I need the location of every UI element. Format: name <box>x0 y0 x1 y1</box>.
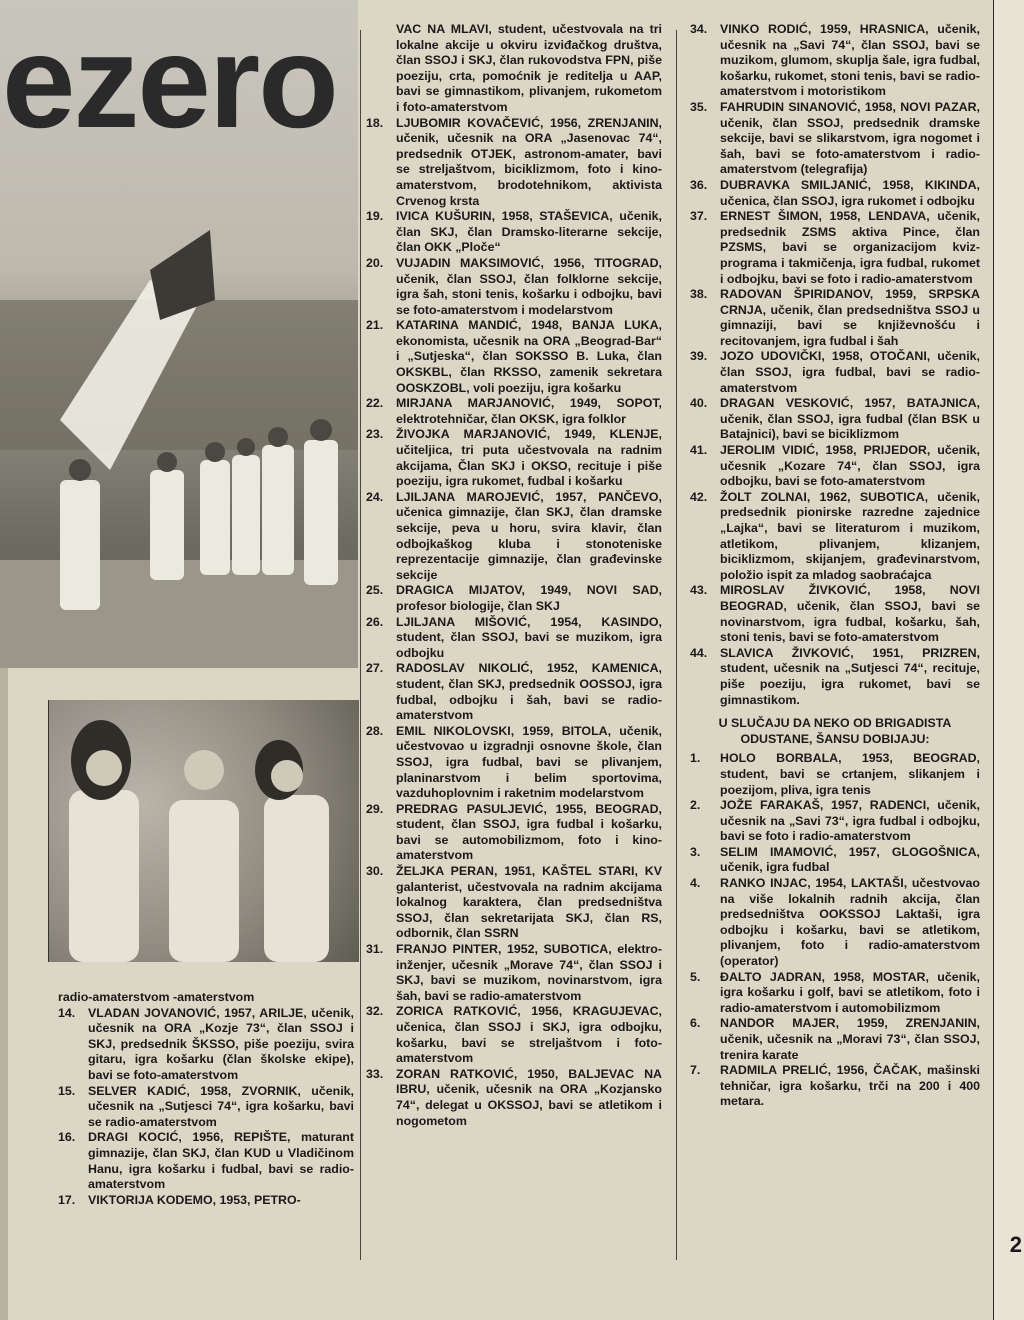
list-item: 16. DRAGI KOCIĆ, 1956, REPIŠTE, maturant gimnazije, član SKJ, član KUD u Vladičinom Hanu, igra košarku i fudbal, bavi se radio-amaterstvom <box>58 1130 354 1192</box>
list-item: 34. VINKO RODIĆ, 1959, HRASNICA, učenik, učesnik na „Savi 74“, član SSOJ, bavi se muzikom, glumom, skuplja šale, igra fudbal, košarku, rukomet, stoni tenis, bavi se radio-amaterstvom i motoristikom <box>690 22 980 99</box>
headline: ezero <box>2 8 337 155</box>
list-item: 26. LJILJANA MIŠOVIĆ, 1954, KASINDO, student, član SSOJ, bavi se muzikom, igra odbojku <box>366 614 662 660</box>
list-item: 19. IVICA KUŠURIN, 1958, STAŠEVICA, učenik, član SKJ, član Dramsko-literarne sekcije, član OKK „Ploče“ <box>366 209 662 255</box>
list-item: 20. VUJADIN MAKSIMOVIĆ, 1956, TITOGRAD, učenik, član SSOJ, član folklorne sekcije, igra šah, stoni tenis, košarku i odbojku, bavi se foto-amaterstvom i modelarstvom <box>366 255 662 317</box>
list-item: 7. RADMILA PRELIĆ, 1956, ČAČAK, mašinski tehničar, igra košarku, trči na 200 i 400 metara. <box>690 1063 980 1109</box>
list-item: 14. VLADAN JOVANOVIĆ, 1957, ARILJE, učenik, učesnik na ORA „Kozje 73“, član SSOJ i SKJ, predsednik ŠKSSO, piše poeziju, svira gitaru, igra košarku (član školske ekipe), bavi se foto-amaterstvom <box>58 1005 354 1082</box>
list-item: 2. JOŽE FARAKAŠ, 1957, RADENCI, učenik, učesnik na „Savi 73“, igra fudbal i odbojku, bavi se foto i radio-amaterstvom <box>690 798 980 844</box>
list-item: 23. ŽIVOJKA MARJANOVIĆ, 1949, KLENJE, učiteljica, tri puta učestvovala na radnim akcijama, Član SKJ i OKSO, recituje i piše poeziju, igra rukomet, fudbal i košarku <box>366 427 662 489</box>
reserves-heading: U SLUČAJU DA NEKO OD BRIGADISTA ODUSTANE, ŠANSU DOBIJAJU: <box>718 716 952 746</box>
list-item: 36. DUBRAVKA SMILJANIĆ, 1958, KIKINDA, učenica, član SSOJ, igra rukomet i odbojku <box>690 177 980 208</box>
list-item: 27. RADOSLAV NIKOLIĆ, 1952, KAMENICA, student, član SKJ, predsednik OOSSOJ, igra fudbal, odbojku i šah, bavi se radio-amaterstvom <box>366 661 662 723</box>
column-divider <box>360 30 361 1260</box>
list-item: 40. DRAGAN VESKOVIĆ, 1957, BATAJNICA, učenik, član SSOJ, igra fudbal (član BSK u Batajnici), bavi se biciklizmom <box>690 396 980 442</box>
list-item: 35. FAHRUDIN SINANOVIĆ, 1958, NOVI PAZAR, učenik, član SSOJ, predsednik dramske sekcije, bavi se slikarstvom, igra nogomet i šah, bavi se foto-amaterstvom i radio-amaterstvom (telegrafija) <box>690 99 980 177</box>
column-3 <box>690 22 980 1110</box>
column-1 <box>58 990 354 1208</box>
next-page-edge <box>993 0 1024 1320</box>
list-item: 41. JEROLIM VIDIĆ, 1958, PRIJEDOR, učenik, učesnik „Kozare 74“, član SSOJ, igra odbojku, bavi se foto-amaterstvom <box>690 443 980 489</box>
list-item: 1. HOLO BORBALA, 1953, BEOGRAD, student, bavi se crtanjem, slikanjem i poezijom, pliva, igra tenis <box>690 751 980 797</box>
column-divider <box>676 30 677 1260</box>
list-item: 15. SELVER KADIĆ, 1958, ZVORNIK, učenik, učesnik na „Sutjesci 74“, igra košarku, bavi se radio-amaterstvom <box>58 1083 354 1129</box>
list-item: 21. KATARINA MANDIĆ, 1948, BANJA LUKA, ekonomista, učesnik na ORA „Beograd-Bar“ i „Sutjeska“, član SOKSSO B. Luka, član OKSKBL, član RKSSO, zamenik sekretara OOSKZOBL, voli poeziju, igra košarku <box>366 318 662 395</box>
list-item: 32. ZORICA RATKOVIĆ, 1956, KRAGUJEVAC, učenica, član SSOJ i SKJ, igra odbojku, košarku, bavi se streljaštvom i foto-amaterstvom <box>366 1004 662 1066</box>
list-item: 3. SELIM IMAMOVIĆ, 1957, GLOGOŠNICA, učenik, igra fudbal <box>690 844 980 875</box>
list-item: 18. LJUBOMIR KOVAČEVIĆ, 1956, ZRENJANIN, učenik, učesnik na ORA „Jasenovac 74“, predsednik OTJEK, astronom-amater, bavi se streljaštvom, biciklizmom, foto i kino-amaterstvom, brodotehnikom, aktivista Crvenog krsta <box>366 115 662 208</box>
list-item: 33. ZORAN RATKOVIĆ, 1950, BALJEVAC NA IBRU, učenik, učesnik na ORA „Kozjansko 74“, delegat u OKSSOJ, bavi se atletikom i nogometom <box>366 1066 662 1128</box>
parade-photo <box>0 0 358 668</box>
list-item: 6. NANDOR MAJER, 1959, ZRENJANIN, učenik, učesnik na „Moravi 73“, član SSOJ, trenira karate <box>690 1016 980 1062</box>
list-item: 4. RANKO INJAC, 1954, LAKTAŠI, učestvovao na više lokalnih radnih akcija, član predsedništva OOKSSOJ Laktaši, igra odbojku i košarku, bavi se atletikom, plivanjem, foto i radio-amaterstvom (operator) <box>690 876 980 969</box>
column-2 <box>366 22 662 1129</box>
list-item: 30. ŽELJKA PERAN, 1951, KAŠTEL STARI, KV galanterist, učestvovala na radnim akcijama lokalnog karaktera, član predsedništva SSOJ, član sekretarijata SKJ, član RS, odbornik, član SSRN <box>366 864 662 941</box>
list-item: 5. ĐALTO JADRAN, 1958, MOSTAR, učenik, igra košarku i golf, bavi se atletikom, foto i radio-amaterstvom i automobilizmom <box>690 969 980 1015</box>
list-item: 44. SLAVICA ŽIVKOVIĆ, 1951, PRIZREN, student, učesnik na „Sutjesci 74“, recituje, piše poeziju, igra rukomet, bavi se gimnastikom. <box>690 645 980 707</box>
list-item: 39. JOZO UDOVIČKI, 1958, OTOČANI, učenik, član SSOJ, igra fudbal, bavi se radio-amaterstvom <box>690 349 980 395</box>
list-item: 17. VIKTORIJA KODEMO, 1953, PETRO- <box>58 1192 301 1207</box>
list-item: 42. ŽOLT ZOLNAI, 1962, SUBOTICA, učenik, predsednik pionirske razredne zajednice „Lajka“, bavi se literaturom i muzikom, atletikom, plivanjem, klizanjem, biciklizmom, skijanjem, građevinarstvom, položio ispit za mladog saobraćajca <box>690 489 980 582</box>
list-item: 31. FRANJO PINTER, 1952, SUBOTICA, elektro-inženjer, učesnik „Morave 74“, član SSOJ i SKJ, bavi se muzikom, novinarstvom, igra šah, bavi se radio-amaterstvom <box>366 942 662 1003</box>
list-item: 29. PREDRAG PASULJEVIĆ, 1955, BEOGRAD, student, član SSOJ, igra fudbal i košarku, bavi se automobilizmom, foto i kino-amaterstvom <box>366 801 662 863</box>
page-number: 2 <box>1009 1232 1022 1257</box>
column-1-lead: radio-amaterstvom -amaterstvom <box>58 990 255 1004</box>
list-item: 43. MIROSLAV ŽIVKOVIĆ, 1958, NOVI BEOGRAD, učenik, član SSOJ, bavi se novinarstvom, igra fudbal, košarku, šah, stoni tenis, bavi se foto-amaterstvom <box>690 583 980 645</box>
column-2-lead: VAC NA MLAVI, student, učestvovala na tri lokalne akcije u okviru izviđačkog društva, član SSOJ i SKJ, član rukovodstva FPN, piše poeziju, crta, pomoćnik je reditelja u AAP, bavi se gimnastikom, plivanjem, rukometom i foto-amaterstvom <box>396 22 662 114</box>
list-item: 24. LJILJANA MAROJEVIĆ, 1957, PANČEVO, učenica gimnazije, član SKJ, član dramske sekcije, peva u horu, svira klavir, član odbojkaškog kluba i stonoteniske reprezentacije gimnazije, član građevinske sekcije <box>366 489 662 582</box>
brigadists-illustration <box>49 700 359 962</box>
parade-illustration <box>0 0 358 668</box>
list-item: 25. DRAGICA MIJATOV, 1949, NOVI SAD, profesor biologije, član SKJ <box>366 583 662 613</box>
list-item: 38. RADOVAN ŠPIRIDANOV, 1959, SRPSKA CRNJA, učenik, član predsedništva SSOJ u gimnaziji, bavi se književnošću i recitovanjem, igra fudbal i šah <box>690 287 980 348</box>
brigadists-photo <box>48 700 359 962</box>
list-item: 28. EMIL NIKOLOVSKI, 1959, BITOLA, učenik, učestvovao u izgradnji osnovne škole, član SSOJ, igra fudbal, bavi se plivanjem, planinarstvom i belim sportovima, vazduhoplovnim i raketnim modelarstvom <box>366 723 662 801</box>
list-item: 22. MIRJANA MARJANOVIĆ, 1949, SOPOT, elektrotehničar, član OKSK, igra folklor <box>366 396 662 426</box>
list-item: 37. ERNEST ŠIMON, 1958, LENDAVA, učenik, predsednik ZSMS aktiva Pince, član PZSMS, bavi se organizacijom kviz-programa i takmičenja, igra fudbal, rukomet i odbojku, bavi se foto i radio-amaterstvom <box>690 209 980 286</box>
